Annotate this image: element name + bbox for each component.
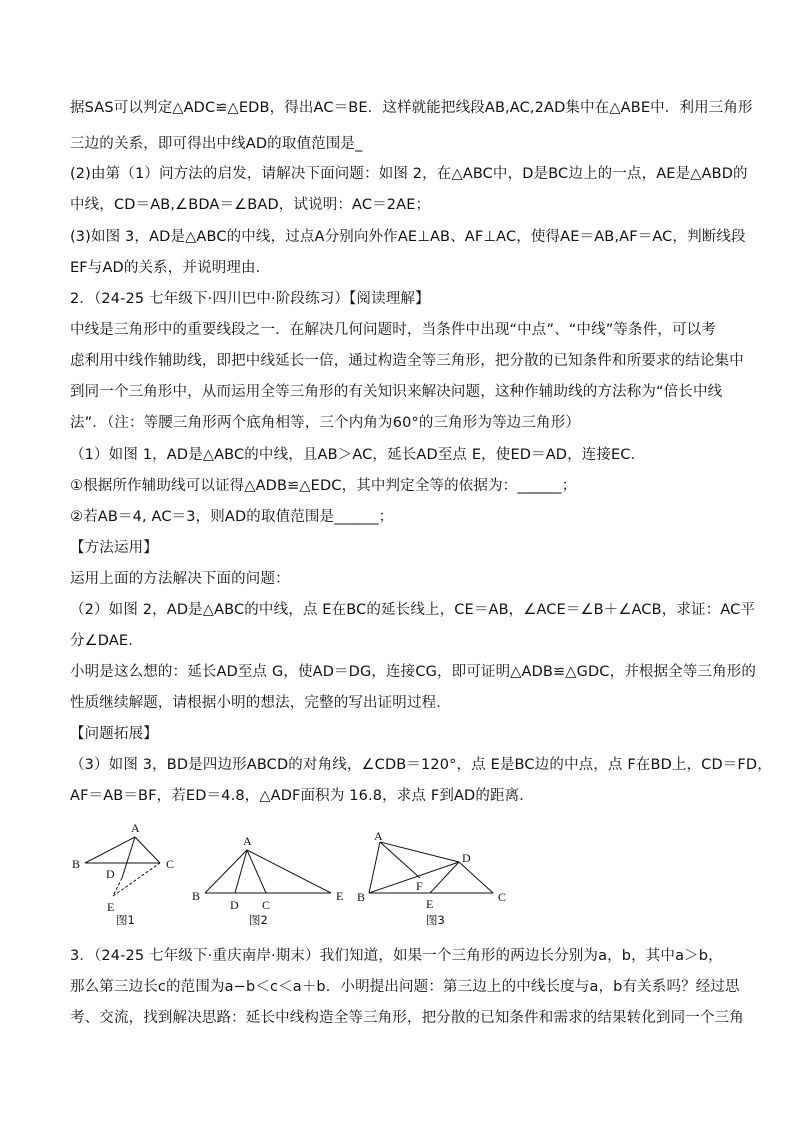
text-line: （3）如图 3，BD是四边形ABCD的对角线，∠CDB＝120°，点 E是BC边的中点，点 F在BD上，CD＝FD， xyxy=(70,757,772,773)
fig1-label-d: D xyxy=(106,867,115,881)
figure-3 xyxy=(369,842,493,893)
text-line: ①根据所作辅助线可以证得△ADB≌△EDC，其中判定全等的依据为：______； xyxy=(70,478,577,494)
text-line: 法”．（注：等腰三角形两个底角相等，三个内角为60°的三角形为等边三角形） xyxy=(70,415,581,431)
figure-2 xyxy=(205,850,331,893)
fig3-label-f: F xyxy=(416,879,423,893)
fig2-label-d: D xyxy=(230,898,239,912)
fig3-label-b: B xyxy=(357,890,366,904)
text-line: ②若AB＝4, AC＝3，则AD的取值范围是______； xyxy=(70,509,394,525)
figures-row xyxy=(0,818,794,928)
text-line: (2)由第（1）问方法的启发，请解决下面问题：如图 2，在△ABC中，D是BC边上的一点，AE是△ABD的 xyxy=(70,166,748,182)
text-line: AF＝AB＝BF，若ED＝4.8，△ADF面积为 16.8，求点 F到AD的距离． xyxy=(70,788,534,804)
text-line: 性质继续解题，请根据小明的想法，完整的写出证明过程． xyxy=(70,695,451,711)
text-line: 中线，CD＝AB,∠BDA＝∠BAD，试说明：AC＝2AE； xyxy=(70,197,431,213)
fig3-label-a: A xyxy=(374,829,383,843)
fig2-label-b: B xyxy=(192,889,201,903)
text-line: 虑利用中线作辅助线，即把中线延长一倍，通过构造全等三角形，把分散的已知条件和所要求的结论集中 xyxy=(70,353,744,369)
text-line: 据SAS可以判定△ADC≌△EDB，得出AC＝BE．这样就能把线段AB,AC,2AD集中在△ABE中．利用三角形 xyxy=(70,100,753,116)
text-line: 小明是这么想的：延长AD至点 G，使AD＝DG，连接CG，即可证明△ADB≌△GDC，并根据全等三角形的 xyxy=(70,664,757,680)
text-line: 考、交流，找到解决思路：延长中线构造全等三角形，把分散的已知条件和需求的结果转化到同一个三角 xyxy=(70,1010,744,1026)
text-line: （1）如图 1，AD是△ABC的中线，且AB＞AC，延长AD至点 E，使ED＝AD，连接EC． xyxy=(70,447,646,463)
text-line: 运用上面的方法解决下面的问题： xyxy=(70,571,290,587)
fig1-label-e: E xyxy=(107,900,115,914)
text-line: 那么第三边长c的范围为a−b＜c＜a＋b．小明提出问题：第三边上的中线长度与a，b有关系吗？经过思 xyxy=(70,979,740,995)
fig1-label-c: C xyxy=(166,857,175,871)
fig3-caption: 图3 xyxy=(426,913,445,927)
text-line: EF与AD的关系，并说明理由． xyxy=(70,260,271,276)
fig3-label-d: D xyxy=(462,851,471,865)
text-line: （2）如图 2，AD是△ABC的中线，点 E在BC的延长线上，CE＝AB，∠ACE＝∠B＋∠ACB，求证：AC平 xyxy=(70,602,756,618)
fig2-label-c: C xyxy=(262,898,271,912)
figure-1 xyxy=(85,837,160,896)
section-heading: 【问题拓展】 xyxy=(70,726,158,742)
text-line: 中线是三角形中的重要线段之一．在解决几何问题时，当条件中出现“中点”、“中线”等条件，可以考 xyxy=(70,322,716,338)
question-heading: 3．（24-25 七年级下·重庆南岸·期末）我们知道，如果一个三角形的两边长分别为a，b，其中a＞b， xyxy=(70,948,723,964)
fig2-label-e: E xyxy=(336,889,344,903)
fig2-label-a: A xyxy=(243,834,252,848)
fig1-caption: 图1 xyxy=(116,913,135,927)
geometry-figures xyxy=(0,818,794,928)
section-heading: 【方法运用】 xyxy=(70,540,158,556)
text-line: (3)如图 3，AD是△ABC的中线，过点A分别向外作AE⊥AB、AF⊥AC，使得AE＝AB,AF＝AC，判断线段 xyxy=(70,229,746,245)
text-line: 到同一个三角形中，从而运用全等三角形的有关知识来解决问题，这种作辅助线的方法称为“倍长中线 xyxy=(70,384,723,400)
fig1-label-a: A xyxy=(131,821,140,835)
fig3-label-e: E xyxy=(426,897,434,911)
question-heading: 2．（24-25 七年级下·四川巴中·阶段练习）【阅读理解】 xyxy=(70,291,430,307)
fig1-label-b: B xyxy=(72,857,81,871)
text-line: 分∠DAE． xyxy=(70,633,143,649)
fig2-caption: 图2 xyxy=(249,913,268,927)
text-line: 三边的关系，即可得出中线AD的取值范围是_ xyxy=(70,136,363,152)
fig3-label-c: C xyxy=(498,890,507,904)
